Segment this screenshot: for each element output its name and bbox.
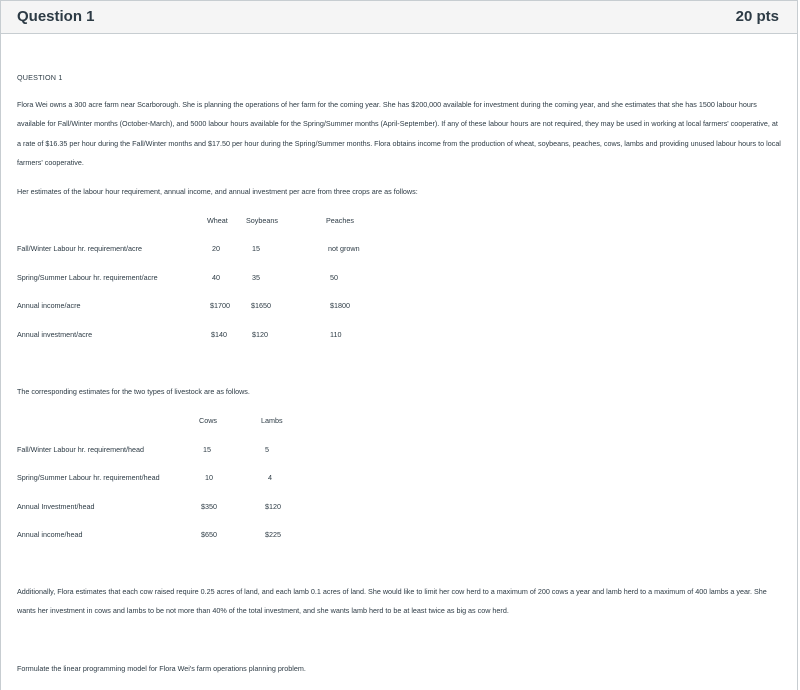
crops-cell: 110 bbox=[330, 330, 342, 339]
crops-row-label: Fall/Winter Labour hr. requirement/acre bbox=[17, 244, 143, 253]
crops-cell: $1700 bbox=[210, 301, 230, 310]
livestock-cell: $350 bbox=[201, 502, 217, 511]
crops-cell: $120 bbox=[252, 330, 268, 339]
crops-cell: 15 bbox=[252, 244, 260, 253]
crops-cell: 35 bbox=[252, 273, 260, 282]
crops-intro-paragraph: Her estimates of the labour hour requirement, annual income, and annual investment per acre from three crops are as follows: bbox=[17, 187, 418, 196]
question-points: 20 pts bbox=[735, 8, 779, 25]
livestock-cell: 5 bbox=[265, 445, 269, 454]
livestock-row-label: Fall/Winter Labour hr. requirement/head bbox=[17, 445, 145, 454]
crops-row-label: Annual investment/acre bbox=[17, 330, 93, 339]
crops-row-label: Spring/Summer Labour hr. requirement/acre bbox=[17, 273, 158, 282]
livestock-cell: $120 bbox=[265, 502, 281, 511]
livestock-cell: 10 bbox=[205, 473, 213, 482]
crops-cell: $1650 bbox=[251, 301, 271, 310]
intro-paragraph: Flora Wei owns a 300 acre farm near Scarborough. She is planning the operations of her farm for the coming year. She has $200,000 available for investment during the coming year, and she estimates that she has 1500 labour hours available for Fall/Winter months (October-March), and 5000 labour hours available for the Spring/Summer months (April-September). If any of these labour hours are not required, they may be used in working at local farmers' cooperative, at a rate of $16.35 per hour during the Fall/Winter months and $17.50 per hour during the Spring/Summer months. Flora obtains income from the production of wheat, soybeans, peaches, cows, lambs and providing unused labour hours to local farmers' cooperative. bbox=[17, 100, 781, 167]
question-label: QUESTION 1 bbox=[17, 73, 63, 82]
additional-paragraph: Additionally, Flora estimates that each cow raised require 0.25 acres of land, and each lamb 0.1 acres of land. She would like to limit her cow herd to a maximum of 200 cows a year and lamb herd to a maximum of 400 lambs a year. She wants her investment in cows and lambs to be not more than 40% of the total investment, and she wants lamb herd to be at least twice as big as cow herd. bbox=[17, 587, 767, 616]
livestock-cell: 4 bbox=[268, 473, 272, 482]
crops-cell: 40 bbox=[212, 273, 220, 282]
task-paragraph: Formulate the linear programming model for Flora Wei's farm operations planning problem. bbox=[17, 664, 306, 673]
livestock-intro-paragraph: The corresponding estimates for the two types of livestock are as follows. bbox=[17, 387, 250, 396]
crops-cell: $1800 bbox=[330, 301, 350, 310]
livestock-header-lambs: Lambs bbox=[261, 416, 283, 425]
crops-header-soybeans: Soybeans bbox=[246, 216, 278, 225]
livestock-cell: 15 bbox=[203, 445, 211, 454]
crops-header-peaches: Peaches bbox=[326, 216, 354, 225]
livestock-header-cows: Cows bbox=[199, 416, 217, 425]
livestock-cell: $650 bbox=[201, 530, 217, 539]
crops-cell: 20 bbox=[212, 244, 220, 253]
crops-cell: $140 bbox=[211, 330, 227, 339]
livestock-row-label: Spring/Summer Labour hr. requirement/head bbox=[17, 473, 160, 482]
crops-cell: not grown bbox=[328, 244, 360, 253]
crops-header-wheat: Wheat bbox=[207, 216, 228, 225]
question-header bbox=[0, 0, 798, 34]
livestock-cell: $225 bbox=[265, 530, 281, 539]
crops-cell: 50 bbox=[330, 273, 338, 282]
question-title: Question 1 bbox=[17, 8, 95, 25]
livestock-row-label: Annual Investment/head bbox=[17, 502, 95, 511]
livestock-row-label: Annual income/head bbox=[17, 530, 83, 539]
crops-row-label: Annual income/acre bbox=[17, 301, 81, 310]
